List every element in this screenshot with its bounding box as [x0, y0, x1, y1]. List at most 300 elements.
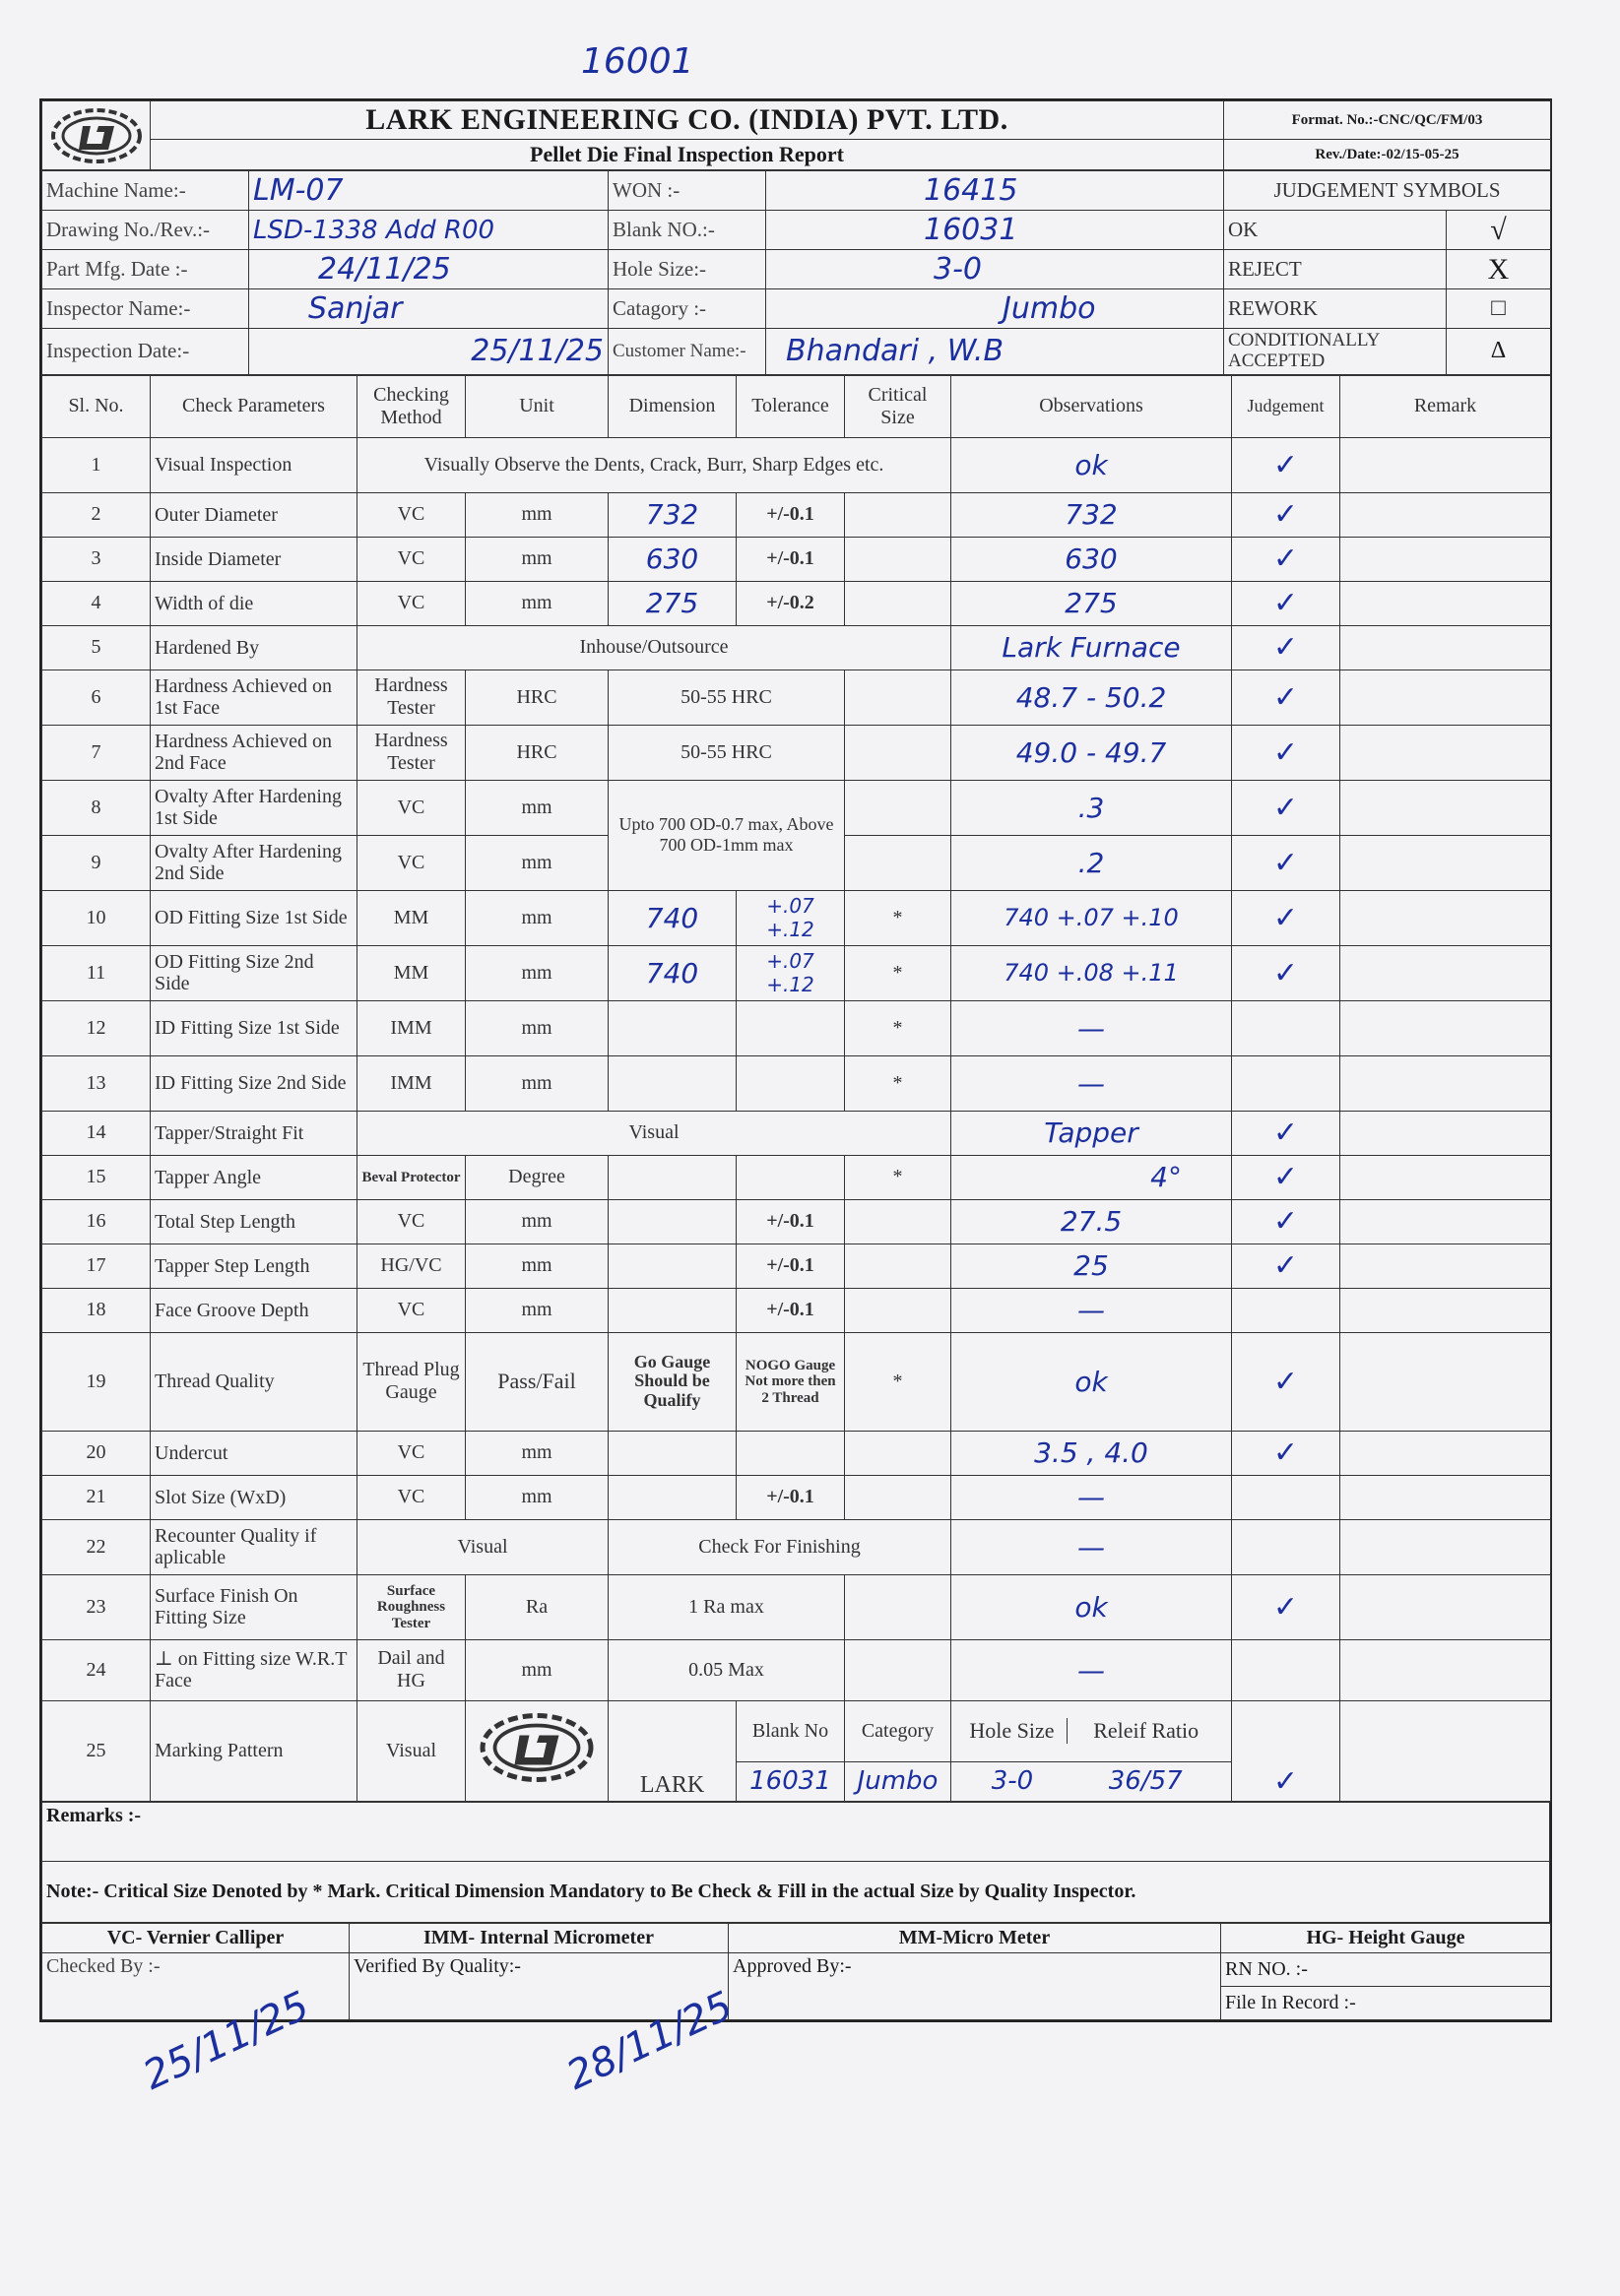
row-param: Undercut: [151, 1431, 357, 1475]
legend-mm: MM-Micro Meter: [729, 1923, 1221, 1952]
row-dimension: [609, 1055, 737, 1111]
table-row: [42, 670, 1551, 725]
row-remark: [1340, 1574, 1551, 1639]
legend-imm: IMM- Internal Micrometer: [350, 1923, 729, 1952]
row-unit: mm: [466, 1000, 609, 1055]
row-method: Visual: [357, 1519, 609, 1574]
row-sl: 18: [42, 1288, 151, 1332]
drawing-no-label: Drawing No./Rev.:-: [42, 211, 249, 250]
row-param: OD Fitting Size 2nd Side: [151, 945, 357, 1000]
marking-hole-relief-value: [951, 1761, 1232, 1801]
hole-size-label: Hole Size:-: [609, 250, 766, 289]
row-judgement: ✓: [1232, 1700, 1340, 1801]
row-remark: [1340, 1244, 1551, 1288]
row-param: ID Fitting Size 2nd Side: [151, 1055, 357, 1111]
remarks-table: [41, 1802, 1550, 1923]
row-observation: 630: [951, 537, 1232, 581]
row-sl: 2: [42, 492, 151, 537]
row-dimension: 630: [609, 537, 737, 581]
row-param: Ovalty After Hardening 1st Side: [151, 780, 357, 835]
row-judgement: [1232, 1288, 1340, 1332]
row-unit: mm: [466, 1475, 609, 1519]
table-row: [42, 945, 1551, 1000]
row-remark: [1340, 780, 1551, 835]
row-dimension: [609, 1244, 737, 1288]
col-observations: Observations: [951, 375, 1232, 437]
row-sl: 17: [42, 1244, 151, 1288]
row-method: VC: [357, 1475, 466, 1519]
row-judgement: ✓: [1232, 725, 1340, 780]
row-param: Inside Diameter: [151, 537, 357, 581]
row-judgement: ✓: [1232, 1199, 1340, 1244]
row-spec: 0.05 Max: [609, 1639, 845, 1700]
row-judgement: ✓: [1232, 945, 1340, 1000]
row-remark: [1340, 1155, 1551, 1199]
row-sl: 16: [42, 1199, 151, 1244]
row-param: Total Step Length: [151, 1199, 357, 1244]
row-remark: [1340, 725, 1551, 780]
row-critical: [845, 780, 951, 835]
row-unit: mm: [466, 537, 609, 581]
row-unit: mm: [466, 581, 609, 625]
row-remark: [1340, 537, 1551, 581]
table-row: [42, 537, 1551, 581]
row-dimension: [609, 1431, 737, 1475]
row-method: MM: [357, 945, 466, 1000]
row-unit: mm: [466, 1244, 609, 1288]
row-remark: [1340, 890, 1551, 945]
company-logo: [42, 101, 151, 170]
row-remark: [1340, 581, 1551, 625]
row-method: Dail and HG: [357, 1639, 466, 1700]
row-sl: 3: [42, 537, 151, 581]
row-sl: 12: [42, 1000, 151, 1055]
row-method: Beval Protector: [357, 1155, 466, 1199]
row-observation: 732: [951, 492, 1232, 537]
inspector-name-label: Inspector Name:-: [42, 289, 249, 329]
row-param: Face Groove Depth: [151, 1288, 357, 1332]
report-title: Pellet Die Final Inspection Report: [151, 140, 1224, 170]
row-tolerance: +/-0.1: [737, 1475, 845, 1519]
row-spec: Inhouse/Outsource: [357, 625, 951, 670]
header-table: [41, 100, 1551, 170]
row-critical: [845, 670, 951, 725]
row-critical: *: [845, 945, 951, 1000]
approved-by-label: Approved By:-: [729, 1952, 1221, 2019]
row-observation: —: [951, 1519, 1232, 1574]
row-observation: Tapper: [951, 1111, 1232, 1155]
row-judgement: ✓: [1232, 1431, 1340, 1475]
row-method: VC: [357, 1431, 466, 1475]
table-row: [42, 625, 1551, 670]
row-unit: HRC: [466, 670, 609, 725]
row-remark: [1340, 492, 1551, 537]
row-judgement: ✓: [1232, 890, 1340, 945]
row-sl: 20: [42, 1431, 151, 1475]
inspection-date-value: 25/11/25: [249, 329, 609, 375]
row-critical: *: [845, 1155, 951, 1199]
row-unit: mm: [466, 945, 609, 1000]
catagory-value: Jumbo: [766, 289, 1224, 329]
row-observation: 3.5 , 4.0: [951, 1431, 1232, 1475]
won-value: 16415: [766, 171, 1224, 211]
row-method: VC: [357, 581, 466, 625]
row-observation: 27.5: [951, 1199, 1232, 1244]
row-sl: 6: [42, 670, 151, 725]
row-sl: 5: [42, 625, 151, 670]
row-observation: —: [951, 1475, 1232, 1519]
col-tolerance: Tolerance: [737, 375, 845, 437]
inspection-report-sheet: [39, 98, 1552, 2022]
col-sl-no: Sl. No.: [42, 375, 151, 437]
row-observation: ok: [951, 1574, 1232, 1639]
row-param: Thread Quality: [151, 1332, 357, 1431]
row-method: VC: [357, 835, 466, 890]
gear-logo-icon: [47, 104, 146, 167]
ovalty-spec: Upto 700 OD-0.7 max, Above 700 OD-1mm max: [609, 780, 845, 890]
row-spec: 1 Ra max: [609, 1574, 845, 1639]
row-dimension: [609, 1199, 737, 1244]
row-critical: *: [845, 1000, 951, 1055]
row-critical: [845, 1431, 951, 1475]
row-unit: Pass/Fail: [466, 1332, 609, 1431]
row-sl: 10: [42, 890, 151, 945]
row-tolerance: [737, 1155, 845, 1199]
row-judgement: ✓: [1232, 670, 1340, 725]
row-remark: [1340, 1475, 1551, 1519]
col-remark: Remark: [1340, 375, 1551, 437]
catagory-label: Catagory :-: [609, 289, 766, 329]
row-critical: [845, 1475, 951, 1519]
part-mfg-date-label: Part Mfg. Date :-: [42, 250, 249, 289]
table-row: [42, 1111, 1551, 1155]
row-critical: [845, 492, 951, 537]
row-method: MM: [357, 890, 466, 945]
row-observation: —: [951, 1000, 1232, 1055]
table-row: [42, 581, 1551, 625]
row-param: OD Fitting Size 1st Side: [151, 890, 357, 945]
marking-relief-ratio-value: 36/57: [1108, 1766, 1183, 1797]
row-sl: 14: [42, 1111, 151, 1155]
row-sl: 23: [42, 1574, 151, 1639]
judgement-symbols-title: JUDGEMENT SYMBOLS: [1224, 171, 1551, 211]
row-remark: [1340, 1519, 1551, 1574]
row-spec: Visual: [357, 1111, 951, 1155]
row-tolerance: [737, 1055, 845, 1111]
row-remark: [1340, 835, 1551, 890]
format-number: Format. No.:-CNC/QC/FM/03: [1224, 101, 1551, 140]
table-row: [42, 1244, 1551, 1288]
row-sl: 4: [42, 581, 151, 625]
table-row: [42, 1700, 1551, 1761]
row-critical: [845, 1639, 951, 1700]
row-judgement: ✓: [1232, 1332, 1340, 1431]
row-param: Width of die: [151, 581, 357, 625]
judgement-conditional-label: CONDITIONALLY ACCEPTED: [1224, 329, 1447, 375]
row-sl: 13: [42, 1055, 151, 1111]
row-judgement: ✓: [1232, 1574, 1340, 1639]
row-judgement: ✓: [1232, 780, 1340, 835]
col-check-parameters: Check Parameters: [151, 375, 357, 437]
row-observation: 48.7 - 50.2: [951, 670, 1232, 725]
row-dimension: [609, 1000, 737, 1055]
judgement-rework-label: REWORK: [1224, 289, 1447, 329]
row-method: IMM: [357, 1000, 466, 1055]
row-unit: HRC: [466, 725, 609, 780]
row-observation: .2: [951, 835, 1232, 890]
row-remark: [1340, 1199, 1551, 1244]
row-sl: 1: [42, 437, 151, 492]
judgement-conditional-symbol: Δ: [1447, 329, 1551, 375]
row-unit: mm: [466, 1055, 609, 1111]
row-observation: —: [951, 1288, 1232, 1332]
row-critical: [845, 1288, 951, 1332]
row-observation: 740 +.07 +.10: [951, 890, 1232, 945]
row-judgement: ✓: [1232, 1244, 1340, 1288]
row-remark: [1340, 670, 1551, 725]
row-unit: mm: [466, 492, 609, 537]
row-unit: mm: [466, 1639, 609, 1700]
company-name: LARK ENGINEERING CO. (INDIA) PVT. LTD.: [151, 101, 1224, 140]
checked-by-signature-date: 25/11/25: [136, 1983, 316, 2099]
row-unit: Degree: [466, 1155, 609, 1199]
row-remark: [1340, 625, 1551, 670]
row-judgement: ✓: [1232, 437, 1340, 492]
table-row: [42, 1574, 1551, 1639]
customer-name-value: Bhandari , W.B: [766, 329, 1224, 375]
row-tolerance: +/-0.1: [737, 1199, 845, 1244]
verified-by-signature-date: 28/11/25: [559, 1983, 740, 2099]
row-unit: Ra: [466, 1574, 609, 1639]
row-remark: [1340, 1055, 1551, 1111]
row-dimension: 275: [609, 581, 737, 625]
row-dimension: [609, 1155, 737, 1199]
row-sl: 21: [42, 1475, 151, 1519]
row-param: Marking Pattern: [151, 1700, 357, 1801]
row-observation: .3: [951, 780, 1232, 835]
row-spec: Check For Finishing: [609, 1519, 951, 1574]
checked-by-label: Checked By :-: [42, 1952, 350, 2019]
row-critical: *: [845, 890, 951, 945]
row-method: Surface Roughness Tester: [357, 1574, 466, 1639]
row-critical: [845, 1574, 951, 1639]
customer-name-label: Customer Name:-: [609, 329, 766, 375]
row-tolerance: +.07 +.12: [737, 890, 845, 945]
row-param: ⊥ on Fitting size W.R.T Face: [151, 1639, 357, 1700]
col-checking-method: Checking Method: [357, 375, 466, 437]
row-method: HG/VC: [357, 1244, 466, 1288]
row-spec: 50-55 HRC: [609, 725, 845, 780]
drawing-no-value: LSD-1338 Add R00: [249, 211, 609, 250]
row-tolerance: +/-0.2: [737, 581, 845, 625]
col-critical-size: Critical Size: [845, 375, 951, 437]
rn-no-label: RN NO. :-: [1221, 1952, 1551, 1986]
row-remark: [1340, 1111, 1551, 1155]
judgement-rework-symbol: □: [1447, 289, 1551, 329]
row-param: Hardened By: [151, 625, 357, 670]
row-observation: 25: [951, 1244, 1232, 1288]
row-judgement: ✓: [1232, 1111, 1340, 1155]
row-critical: *: [845, 1332, 951, 1431]
row-method: VC: [357, 537, 466, 581]
row-method: VC: [357, 492, 466, 537]
row-method: VC: [357, 780, 466, 835]
machine-name-label: Machine Name:-: [42, 171, 249, 211]
inspector-name-value: Sanjar: [249, 289, 609, 329]
row-tolerance: +/-0.1: [737, 492, 845, 537]
row-param: Recounter Quality if aplicable: [151, 1519, 357, 1574]
revision-date: Rev./Date:-02/15-05-25: [1224, 140, 1551, 170]
marking-hole-size-value: 3-0: [991, 1766, 1034, 1797]
blank-no-value: 16031: [766, 211, 1224, 250]
row-judgement: [1232, 1639, 1340, 1700]
row-sl: 24: [42, 1639, 151, 1700]
handwritten-top-number: 16001: [581, 41, 694, 82]
row-tolerance: +/-0.1: [737, 1288, 845, 1332]
row-judgement: ✓: [1232, 581, 1340, 625]
marking-lark: LARK: [609, 1700, 737, 1801]
marking-category-value: Jumbo: [845, 1761, 951, 1801]
row-dimension: Go Gauge Should be Qualify: [609, 1332, 737, 1431]
table-row: [42, 492, 1551, 537]
won-label: WON :-: [609, 171, 766, 211]
row-param: Tapper/Straight Fit: [151, 1111, 357, 1155]
row-tolerance: [737, 1431, 845, 1475]
row-critical: [845, 725, 951, 780]
row-judgement: ✓: [1232, 835, 1340, 890]
critical-note: Note:- Critical Size Denoted by * Mark. Critical Dimension Mandatory to Be Check & Fill in the actual Size by Quality Inspector.: [42, 1861, 1550, 1922]
row-param: ID Fitting Size 1st Side: [151, 1000, 357, 1055]
row-observation: ok: [951, 437, 1232, 492]
row-judgement: [1232, 1519, 1340, 1574]
row-method: Hardness Tester: [357, 670, 466, 725]
marking-relief-ratio-header: Releif Ratio: [1093, 1718, 1199, 1744]
row-judgement: [1232, 1055, 1340, 1111]
row-unit: mm: [466, 1288, 609, 1332]
row-method: VC: [357, 1199, 466, 1244]
row-observation: Lark Furnace: [951, 625, 1232, 670]
row-unit: mm: [466, 835, 609, 890]
row-remark: [1340, 1332, 1551, 1431]
row-param: Tapper Angle: [151, 1155, 357, 1199]
row-observation: 740 +.08 +.11: [951, 945, 1232, 1000]
row-critical: [845, 1199, 951, 1244]
row-remark: [1340, 1700, 1551, 1801]
table-row: [42, 1055, 1551, 1111]
part-mfg-date-value: 24/11/25: [249, 250, 609, 289]
row-param: Tapper Step Length: [151, 1244, 357, 1288]
remarks-label: Remarks :-: [42, 1802, 1550, 1861]
table-row: [42, 1475, 1551, 1519]
row-sl: 7: [42, 725, 151, 780]
row-param: Outer Diameter: [151, 492, 357, 537]
row-unit: mm: [466, 780, 609, 835]
row-param: Slot Size (WxD): [151, 1475, 357, 1519]
row-remark: [1340, 1288, 1551, 1332]
row-spec: 50-55 HRC: [609, 670, 845, 725]
table-row: [42, 780, 1551, 835]
col-dimension: Dimension: [609, 375, 737, 437]
table-row: [42, 1000, 1551, 1055]
row-dimension: 740: [609, 890, 737, 945]
row-spec: Visually Observe the Dents, Crack, Burr, Sharp Edges etc.: [357, 437, 951, 492]
table-row: [42, 890, 1551, 945]
row-tolerance: +/-0.1: [737, 1244, 845, 1288]
judgement-reject-symbol: X: [1447, 250, 1551, 289]
table-row: [42, 1288, 1551, 1332]
marking-hole-size-header: Hole Size: [957, 1718, 1067, 1744]
row-critical: [845, 835, 951, 890]
row-method: Hardness Tester: [357, 725, 466, 780]
row-critical: [845, 1244, 951, 1288]
marking-blank-no-value: 16031: [737, 1761, 845, 1801]
row-sl: 9: [42, 835, 151, 890]
info-table: [41, 170, 1551, 375]
row-remark: [1340, 945, 1551, 1000]
row-tolerance: NOGO Gauge Not more then 2 Thread: [737, 1332, 845, 1431]
row-critical: [845, 581, 951, 625]
legend-vc: VC- Vernier Calliper: [42, 1923, 350, 1952]
row-judgement: [1232, 1475, 1340, 1519]
row-unit: mm: [466, 1199, 609, 1244]
row-judgement: [1232, 1000, 1340, 1055]
row-param: Hardness Achieved on 2nd Face: [151, 725, 357, 780]
row-method: IMM: [357, 1055, 466, 1111]
row-tolerance: [737, 1000, 845, 1055]
marking-hole-relief-header: [951, 1700, 1232, 1761]
table-row: [42, 1199, 1551, 1244]
verified-by-label: Verified By Quality:-: [350, 1952, 729, 2019]
row-remark: [1340, 437, 1551, 492]
marking-logo: [466, 1700, 609, 1801]
judgement-reject-label: REJECT: [1224, 250, 1447, 289]
row-judgement: ✓: [1232, 537, 1340, 581]
row-sl: 19: [42, 1332, 151, 1431]
row-critical: [845, 537, 951, 581]
col-judgement: Judgement: [1232, 375, 1340, 437]
row-observation: ok: [951, 1332, 1232, 1431]
row-judgement: ✓: [1232, 1155, 1340, 1199]
row-tolerance: +.07 +.12: [737, 945, 845, 1000]
row-dimension: 732: [609, 492, 737, 537]
blank-no-label: Blank NO.:-: [609, 211, 766, 250]
row-observation: 49.0 - 49.7: [951, 725, 1232, 780]
row-observation: —: [951, 1055, 1232, 1111]
row-param: Hardness Achieved on 1st Face: [151, 670, 357, 725]
table-row: [42, 1332, 1551, 1431]
row-tolerance: +/-0.1: [737, 537, 845, 581]
row-critical: *: [845, 1055, 951, 1111]
row-method: Thread Plug Gauge: [357, 1332, 466, 1431]
row-judgement: ✓: [1232, 625, 1340, 670]
inspection-date-label: Inspection Date:-: [42, 329, 249, 375]
row-remark: [1340, 1639, 1551, 1700]
row-dimension: 740: [609, 945, 737, 1000]
table-row: [42, 437, 1551, 492]
marking-blank-no-header: Blank No: [737, 1700, 845, 1761]
row-judgement: ✓: [1232, 492, 1340, 537]
table-row: [42, 725, 1551, 780]
machine-name-value: LM-07: [249, 171, 609, 211]
table-row: [42, 1155, 1551, 1199]
row-observation: —: [951, 1639, 1232, 1700]
row-sl: 22: [42, 1519, 151, 1574]
table-row: [42, 1519, 1551, 1574]
row-observation: 275: [951, 581, 1232, 625]
legend-hg: HG- Height Gauge: [1221, 1923, 1551, 1952]
col-unit: Unit: [466, 375, 609, 437]
judgement-ok-symbol: √: [1447, 211, 1551, 250]
